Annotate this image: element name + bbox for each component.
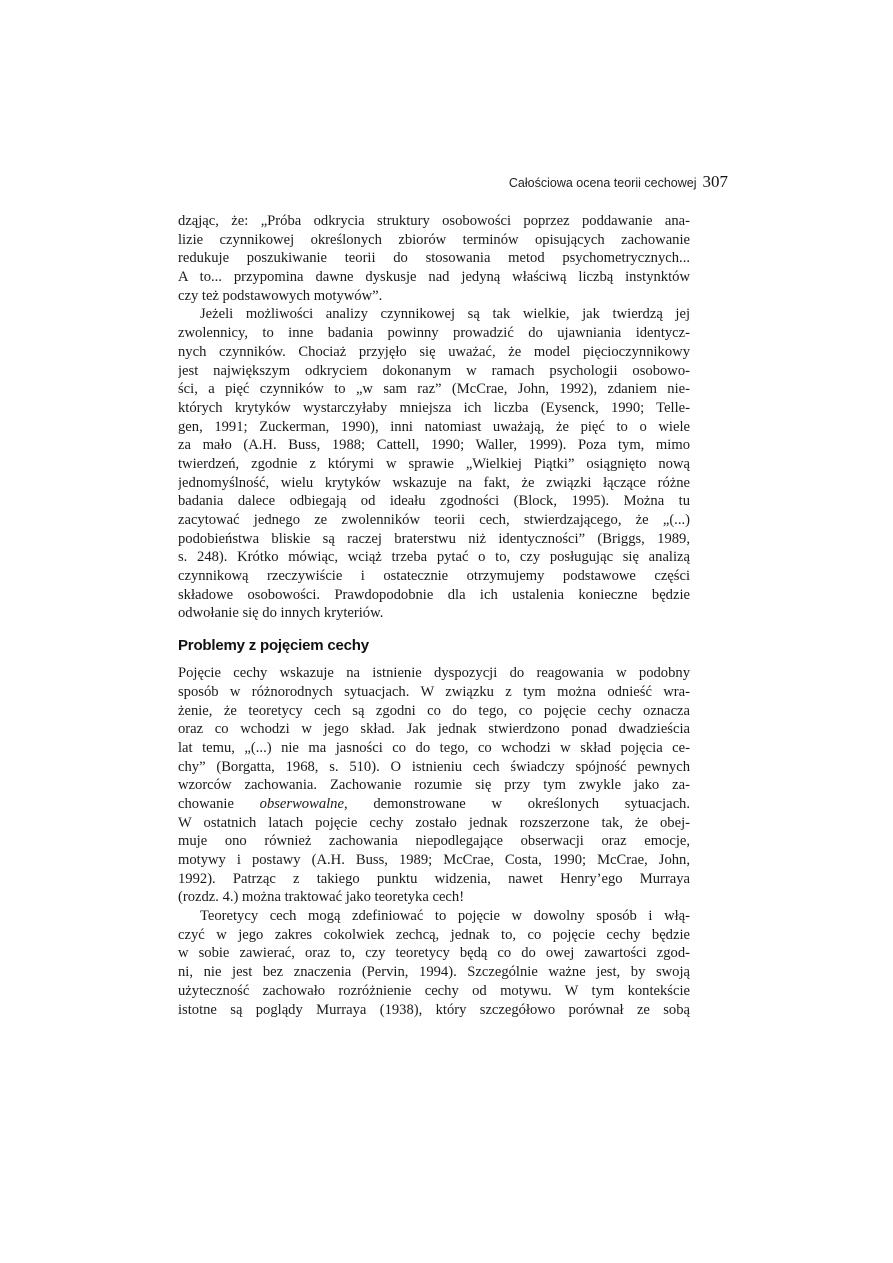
text-line: istotne są poglądy Murraya (1938), który szczegółowo porównał ze sobą	[178, 1001, 690, 1018]
text-line: odwołanie się do innych kryteriów.	[178, 605, 384, 622]
paragraph-2	[178, 305, 690, 623]
paragraph-3	[178, 664, 690, 907]
text-line: użyteczność zachowało rozróżnienie cechy od motywu. W tym kontekście	[178, 982, 690, 999]
text-line: ni, nie jest bez znaczenia (Pervin, 1994). Szczególnie ważne jest, by swoją	[178, 964, 690, 981]
section-heading: Problemy z pojęciem cechy	[178, 637, 369, 655]
text-line: badania dalece odbiegają od ideału zgodności (Block, 1995). Można tu	[178, 493, 690, 510]
text-line: s. 248). Krótko mówiąc, wciąż trzeba pytać o to, czy posługując się analizą	[178, 549, 690, 566]
text-line: za mało (A.H. Buss, 1988; Cattell, 1990; Waller, 1999). Poza tym, mimo	[178, 437, 690, 454]
body-text	[178, 212, 690, 1019]
text-line: (rozdz. 4.) można traktować jako teoretyka cech!	[178, 889, 465, 906]
text-line: Pojęcie cechy wskazuje na istnienie dyspozycji do reagowania w podobny	[178, 665, 690, 682]
text-line: jest największym odkryciem dokonanym w ramach psychologii osobowo-	[178, 362, 690, 379]
text-line: sposób w różnorodnych sytuacjach. W związku z tym można odnieść wra-	[178, 683, 690, 700]
page-number: 307	[702, 172, 728, 191]
text-line: gen, 1991; Zuckerman, 1990), inni natomiast uważają, że pięć to o wiele	[178, 418, 690, 435]
text-line: żenie, że teoretycy cech są zgodni co do tego, co pojęcie cechy oznacza	[178, 702, 690, 719]
text-line: W ostatnich latach pojęcie cechy zostało jednak rozszerzone tak, że obej-	[178, 814, 690, 831]
text-line: Jeżeli możliwości analizy czynnikowej są tak wielkie, jak twierdzą jej	[200, 306, 690, 323]
text-line-with-emphasis	[178, 795, 690, 814]
text-line: składowe osobowości. Prawdopodobnie dla ich ustalenia konieczne będzie	[178, 586, 690, 603]
text-line: A to... przypomina dawne dyskusje nad jedyną właściwą liczbą instynktów	[178, 269, 690, 286]
text-line: nych czynników. Chociaż przyjęło się uważać, że model pięcioczynnikowy	[178, 343, 690, 360]
paragraph-4	[178, 907, 690, 1019]
text-line: muje ono również zachowania niepodlegające obserwacji oraz emocje,	[178, 833, 690, 850]
text-line: wzorców zachowania. Zachowanie rozumie się przy tym zwykle jako za-	[178, 777, 690, 794]
emphasized-word: obserwowalne	[259, 795, 344, 812]
text-line: oraz co wchodzi w jego skład. Jak jednak stwierdzono ponad dwadzieścia	[178, 721, 690, 738]
text-line: zwolennicy, to inne badania powinny prowadzić do ujawniania identycz-	[178, 325, 690, 342]
text-line: czynnikową rzeczywiście i ostatecznie otrzymujemy podstawowe części	[178, 568, 690, 585]
running-head	[178, 172, 728, 192]
text-line: czy też podstawowych motywów”.	[178, 287, 383, 304]
text-line: 1992). Patrząc z takiego punktu widzenia, nawet Henry’ego Murraya	[178, 870, 690, 887]
text-line: Teoretycy cech mogą zdefiniować to pojęcie w dowolny sposób i włą-	[200, 908, 690, 925]
text-line: motywy i postawy (A.H. Buss, 1989; McCrae, Costa, 1990; McCrae, John,	[178, 852, 690, 869]
text-line: dząjąc, że: „Próba odkrycia struktury osobowości poprzez poddawanie ana-	[178, 213, 690, 229]
text-fragment: chowanie	[178, 795, 260, 812]
text-fragment: , demonstrowane w określonych sytuacjach.	[343, 795, 690, 812]
text-line: ści, a pięć czynników to „w sam raz” (McCrae, John, 1992), zdaniem nie-	[178, 381, 690, 398]
text-line: lizie czynnikowej określonych zbiorów terminów opisujących zachowanie	[178, 231, 690, 248]
text-line: podobieństwa bliskie są raczej braterstwu niż identyczności” (Briggs, 1989,	[178, 530, 690, 547]
text-line: chy” (Borgatta, 1968, s. 510). O istnieniu cech świadczy spójność pewnych	[178, 758, 690, 775]
text-line: jednomyślność, wielu krytyków wskazuje na fakt, że związki łączące różne	[178, 474, 690, 491]
text-line: lat temu, „(...) nie ma jasności co do tego, co wchodzi w skład pojęcia ce-	[178, 739, 690, 756]
running-head-title: Całościowa ocena teorii cechowej	[508, 176, 697, 190]
text-line: twierdzeń, zgodnie z którymi w sprawie „Wielkiej Piątki” osiągnięto nową	[178, 455, 690, 472]
text-line: w sobie zawierać, oraz to, czy teoretycy będą co do owej zawartości zgod-	[178, 945, 690, 962]
text-line: których krytyków wystarczyłaby mniejsza ich liczba (Eysenck, 1990; Telle-	[178, 399, 690, 416]
paragraph-1	[178, 212, 690, 305]
text-line: czyć w jego zakres cokolwiek zechcą, jednak to, co pojęcie cechy będzie	[178, 926, 690, 943]
text-line: redukuje poszukiwanie teorii do stosowania metod psychometrycznych...	[178, 250, 690, 267]
text-line: zacytować jednego ze zwolenników teorii cech, stwierdzającego, że „(...)	[178, 512, 690, 529]
